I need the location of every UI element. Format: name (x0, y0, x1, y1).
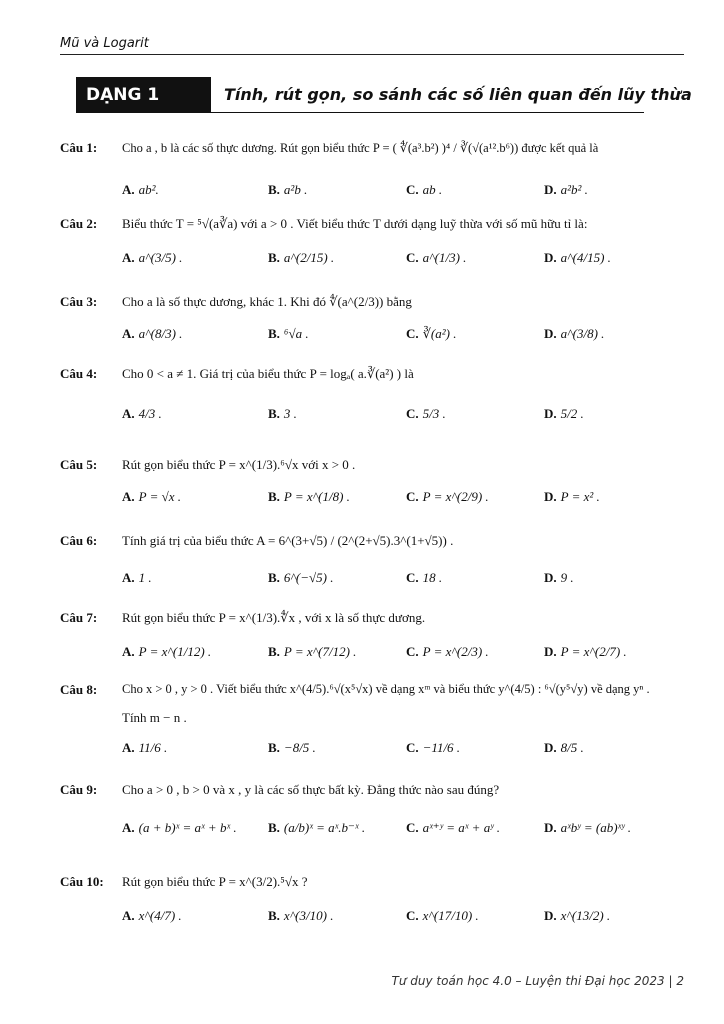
header-rule (60, 54, 684, 55)
question-text-line2: Tính m − n . (122, 710, 187, 725)
option-b: B. 6^(−√5) . (268, 570, 334, 585)
option-b: B. a²b . (268, 182, 308, 197)
question-10 (60, 872, 690, 932)
section-title: Tính, rút gọn, so sánh các số liên quan đến lũy thừa (224, 85, 692, 104)
question-text: Rút gọn biểu thức P = x^(3/2).⁵√x ? (122, 874, 308, 889)
option-c: C. P = x^(2/9) . (406, 489, 489, 504)
option-a: A. a^(8/3) . (122, 326, 183, 341)
option-a: A. ab². (122, 182, 159, 197)
section-rule (211, 112, 644, 113)
question-4 (60, 362, 690, 442)
question-8 (60, 680, 690, 770)
question-label: Câu 10: (60, 874, 104, 889)
option-b: B. P = x^(7/12) . (268, 644, 357, 659)
question-label: Câu 4: (60, 366, 98, 381)
page-footer: Tư duy toán học 4.0 – Luyện thi Đại học 2023 | 2 (391, 974, 684, 988)
option-b: B. (a/b)ˣ = aˣ.b⁻ˣ . (268, 820, 366, 835)
option-b: B. a^(2/15) . (268, 250, 335, 265)
option-a: A. 4/3 . (122, 406, 162, 421)
option-b: B. ⁶√a . (268, 326, 309, 341)
option-d: D. 9 . (544, 570, 574, 585)
option-b: B. 3 . (268, 406, 297, 421)
option-d: D. a²b² . (544, 182, 588, 197)
question-text: Cho a là số thực dương, khác 1. Khi đó ∜(a^(2/3)) bằng (122, 294, 412, 309)
option-c: C. a^(1/3) . (406, 250, 467, 265)
option-a: A. a^(3/5) . (122, 250, 183, 265)
option-b: B. P = x^(1/8) . (268, 489, 350, 504)
option-d: D. P = x² . (544, 489, 600, 504)
question-1 (60, 120, 690, 200)
option-d: D. P = x^(2/7) . (544, 644, 627, 659)
question-label: Câu 5: (60, 457, 98, 472)
option-c: C. 5/3 . (406, 406, 446, 421)
option-c: C. aˣ⁺ʸ = aˣ + aʸ . (406, 820, 501, 835)
question-label: Câu 1: (60, 140, 98, 155)
question-9 (60, 782, 690, 852)
option-d: D. a^(3/8) . (544, 326, 605, 341)
question-label: Câu 8: (60, 682, 98, 697)
option-b: B. −8/5 . (268, 740, 316, 755)
option-c: C. ab . (406, 182, 443, 197)
question-6 (60, 525, 690, 589)
running-header: Mũ và Logarit (60, 36, 149, 51)
option-a: A. P = √x . (122, 489, 182, 504)
question-text: Biểu thức T = ⁵√(a∛a) với a > 0 . Viết biểu thức T dưới dạng luỹ thừa với số mũ hữu tỉ là: (122, 216, 588, 231)
option-a: A. 1 . (122, 570, 152, 585)
option-c: C. x^(17/10) . (406, 908, 479, 923)
question-text: Cho x > 0 , y > 0 . Viết biểu thức x^(4/5).⁶√(x⁵√x) về dạng xᵐ và biểu thức y^(4/5) : ⁶√(y⁵√y) về dạng yⁿ . (122, 682, 650, 696)
option-a: A. P = x^(1/12) . (122, 644, 212, 659)
option-a: A. 11/6 . (122, 740, 168, 755)
option-d: D. a^(4/15) . (544, 250, 611, 265)
question-text: Rút gọn biểu thức P = x^(1/3).∜x , với x là số thực dương. (122, 610, 426, 625)
question-2 (60, 212, 690, 272)
question-text: Cho a > 0 , b > 0 và x , y là các số thực bất kỳ. Đẳng thức nào sau đúng? (122, 782, 500, 797)
option-d: D. 8/5 . (544, 740, 584, 755)
option-a: A. (a + b)ˣ = aˣ + bˣ . (122, 820, 237, 835)
question-text: Rút gọn biểu thức P = x^(1/3).⁶√x với x > 0 . (122, 457, 356, 472)
question-3 (60, 290, 690, 350)
question-text: Cho 0 < a ≠ 1. Giá trị của biểu thức P = logₐ( a.∛(a²) ) là (122, 366, 414, 381)
question-label: Câu 3: (60, 294, 98, 309)
option-a: A. x^(4/7) . (122, 908, 182, 923)
option-c: C. P = x^(2/3) . (406, 644, 489, 659)
question-label: Câu 7: (60, 610, 98, 625)
option-b: B. x^(3/10) . (268, 908, 334, 923)
option-c: C. ∛(a²) . (406, 326, 457, 341)
option-c: C. 18 . (406, 570, 443, 585)
option-c: C. −11/6 . (406, 740, 461, 755)
section-tag: DẠNG 1 (76, 77, 211, 113)
question-text: Cho a , b là các số thực dương. Rút gọn biểu thức P = ( ∜(a³.b²) )⁴ / ∛(√(a¹².b⁶)) được kết quả là (122, 141, 599, 155)
question-label: Câu 9: (60, 782, 98, 797)
option-d: D. x^(13/2) . (544, 908, 611, 923)
question-5 (60, 455, 690, 515)
option-d: D. 5/2 . (544, 406, 584, 421)
question-text: Tính giá trị của biểu thức A = 6^(3+√5) / (2^(2+√5).3^(1+√5)) . (122, 533, 454, 548)
option-d: D. aˣbʸ = (ab)ˣʸ . (544, 820, 632, 835)
question-7 (60, 608, 690, 668)
question-label: Câu 6: (60, 533, 98, 548)
question-label: Câu 2: (60, 216, 98, 231)
